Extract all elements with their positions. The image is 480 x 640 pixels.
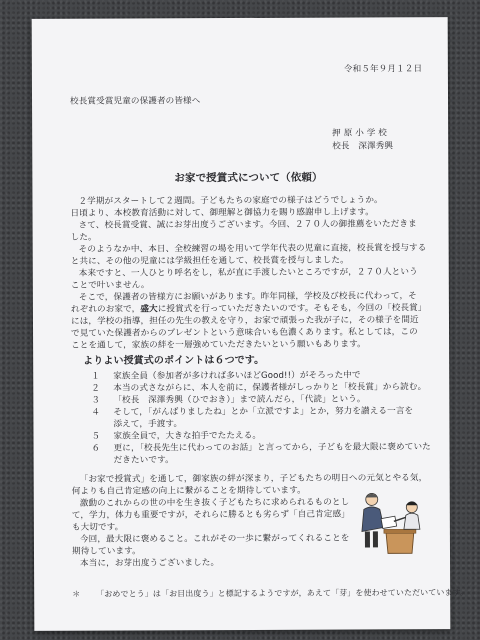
footnote-text: 「おめでとう」は「お目出度う」と標記するようですが，あえて「芽」を使わせていただいています。	[96, 588, 469, 599]
point-text: 「校長 深澤秀興（ひでおき）」まで読んだら，「代読」という。	[113, 394, 366, 406]
intro-line: ことで叶いません。	[70, 280, 150, 291]
point-number: ６	[91, 443, 101, 454]
point-text: 本当の式さながらに、本人を前に，保護者様がしっかりと「校長賞」から読む。	[113, 382, 427, 394]
school-name: 押 原 小 学 校	[332, 128, 387, 139]
intro-line: ことを通して，家族の絆を一層強めていただきたいという願いもあります。	[71, 339, 366, 351]
closing-line: も大切です。	[71, 522, 124, 533]
emphasis-word: 盛大	[140, 304, 158, 315]
intro-line: さて、校長賞受賞、誠にお芽出度うございます。今回、２７０人の御推薦をいただきま	[78, 219, 417, 231]
closing-line: 「お家で授賞式」を通して，御家族の絆が深まり，子どもたちの明日への元気とやる気，	[79, 473, 428, 485]
award-ceremony-illustration	[356, 487, 426, 559]
point-number: ２	[91, 383, 101, 394]
letter-date: 令和５年９月１２日	[343, 64, 423, 75]
intro-fragment: に授賞式を行っていただきたいのです。そもそも，今回の「校長賞」	[157, 303, 427, 315]
intro-line: と共に、その他の児童には学級担任を通して、校長賞を授与しました。	[70, 255, 349, 267]
closing-line: 何よりも自己肯定感の向上に繋がることを期待しています。	[71, 485, 306, 497]
intro-line: そのようなか中、本日、全校練習の場を用いて学年代表の児童に直接，校長賞を授与する	[78, 243, 427, 255]
footnote-mark: ＊	[72, 589, 81, 599]
point-text: だきたいです。	[113, 455, 174, 466]
point-text: そして，「がんばりましたね」とか「立派ですよ」とか，努力を讃える一言を	[113, 406, 414, 418]
intro-line: で見ていた保護者からのプレゼントという意味合いも色濃くあります。私としては，この	[71, 327, 418, 339]
principal-name: 校長 深澤秀興	[332, 141, 394, 152]
letter-title: お家で授賞式について（依頼）	[174, 171, 323, 185]
point-number: １	[91, 371, 100, 382]
closing-line: 本当に，お芽出度うございました。	[80, 558, 220, 569]
intro-line: した。	[70, 232, 97, 243]
intro-line: には，学校の指導，担任の先生の教えを守り，お家で頑張った我が子に，その様子を間近	[70, 315, 419, 327]
point-number: ３	[91, 395, 101, 406]
closing-line: 期待しています。	[71, 546, 141, 557]
point-text: 家族全員で，大きな拍手でたたえる。	[113, 430, 262, 442]
point-text: 更に，「校長先生に代わってのお話」と言ってから，子どもを最大限に褒めていた	[113, 442, 431, 454]
intro-fragment: れぞれのお家で，	[70, 304, 141, 315]
point-number: ５	[91, 431, 101, 442]
intro-line: 本来ですと、一人ひとり呼名をし，私が直に手渡したいところですが，２７０人という	[78, 267, 418, 279]
point-number: ４	[91, 407, 101, 418]
intro-line: ２学期がスタートして２週間。子どもたちの家庭での様子はどうでしょうか。	[78, 195, 383, 207]
point-text: 添えて，手渡す。	[113, 419, 183, 430]
closing-line: て，学力，体力も重要ですが，それらに勝るとも劣らず「自己肯定感」	[71, 509, 350, 521]
intro-line: そこで，保護者の皆様方にお願いがあります。昨年同様，学校及び校長に代わって，そ	[78, 291, 417, 303]
intro-line-emphasis	[71, 303, 427, 316]
intro-line: 日頃より、本校教育活動に対して、御理解と御協力を賜り感謝申し上げます。	[70, 207, 374, 219]
point-text: 家族全員（参加者が多ければ多いほどGood!!）がそろった中で	[113, 370, 361, 382]
closing-line: 激動のこれからの世の中を生き抜く子どもたちに求められるものとし	[79, 497, 350, 509]
letter-paper	[32, 17, 469, 631]
closing-line: 今回，最大限に褒めること。これがその一歩に繋がってくれることを	[79, 533, 350, 545]
addressee: 校長賞受賞児童の保護者の皆様へ	[70, 96, 201, 107]
points-heading: よりよい授賞式のポイントは６つです。	[83, 354, 265, 367]
